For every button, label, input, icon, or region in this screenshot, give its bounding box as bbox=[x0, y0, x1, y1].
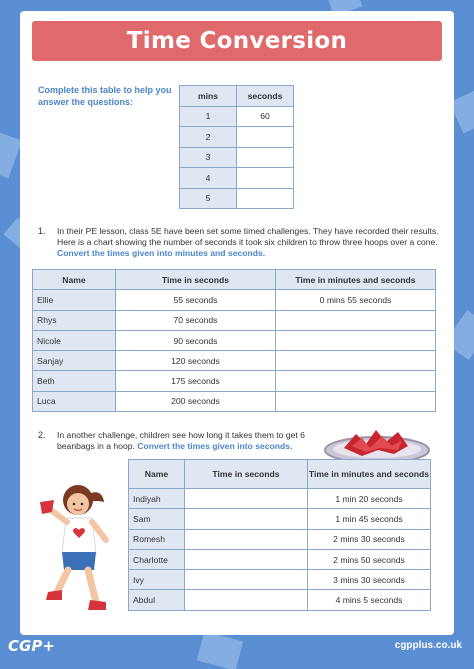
name-cell: Beth bbox=[33, 371, 116, 391]
background-shape bbox=[197, 631, 243, 669]
mins-cell: 3 bbox=[180, 147, 237, 168]
question-2-body: In another challenge, children see how long it takes them to get 6 beanbags in a hoop. bbox=[57, 430, 305, 451]
table-row bbox=[129, 549, 431, 569]
table-row bbox=[129, 570, 431, 590]
name-cell: Rhys bbox=[33, 310, 116, 330]
mins-cell: 1 bbox=[180, 106, 237, 127]
name-cell: Nicole bbox=[33, 330, 116, 350]
minutes-seconds-cell: 3 mins 30 seconds bbox=[308, 570, 431, 590]
cgp-logo: CGP+ bbox=[8, 637, 55, 655]
table-row bbox=[180, 147, 294, 168]
name-cell: Ellie bbox=[33, 290, 116, 310]
minutes-seconds-cell: 2 mins 30 seconds bbox=[308, 529, 431, 549]
answer-cell[interactable] bbox=[276, 371, 436, 391]
seconds-cell: 200 seconds bbox=[116, 391, 276, 411]
table-row bbox=[180, 168, 294, 189]
table-row bbox=[180, 106, 294, 127]
answer-cell[interactable] bbox=[185, 489, 308, 509]
table-row bbox=[129, 590, 431, 610]
intro-instruction: Complete this table to help you answer the questions: bbox=[38, 85, 172, 107]
header-time-seconds: Time in seconds bbox=[116, 270, 276, 290]
table-row bbox=[180, 188, 294, 209]
name-cell: Abdul bbox=[129, 590, 185, 610]
question-2-text bbox=[57, 430, 315, 452]
header-time-seconds: Time in seconds bbox=[185, 460, 308, 489]
seconds-cell: 55 seconds bbox=[116, 290, 276, 310]
answer-cell[interactable] bbox=[185, 549, 308, 569]
seconds-cell[interactable] bbox=[237, 127, 294, 148]
name-cell: Sanjay bbox=[33, 351, 116, 371]
header-time-minutes-seconds: Time in minutes and seconds bbox=[276, 270, 436, 290]
table-row bbox=[33, 391, 436, 411]
name-cell: Sam bbox=[129, 509, 185, 529]
seconds-cell: 70 seconds bbox=[116, 310, 276, 330]
header-name: Name bbox=[33, 270, 116, 290]
girl-throwing-illustration bbox=[34, 478, 122, 618]
question-1-number: 1. bbox=[38, 226, 46, 236]
header-mins: mins bbox=[180, 86, 237, 107]
seconds-cell[interactable]: 60 bbox=[237, 106, 294, 127]
header-time-minutes-seconds: Time in minutes and seconds bbox=[308, 460, 431, 489]
minutes-seconds-cell: 1 min 45 seconds bbox=[308, 509, 431, 529]
mins-cell: 2 bbox=[180, 127, 237, 148]
table-row bbox=[129, 509, 431, 529]
background-shape bbox=[0, 132, 22, 178]
question-2-number: 2. bbox=[38, 430, 46, 440]
question-1-instruction: Convert the times given into minutes and seconds. bbox=[57, 248, 266, 258]
seconds-cell[interactable] bbox=[237, 188, 294, 209]
name-cell: Charlotte bbox=[129, 549, 185, 569]
question-2-instruction: Convert the times given into seconds. bbox=[137, 441, 293, 451]
name-cell: Ivy bbox=[129, 570, 185, 590]
table-row bbox=[33, 371, 436, 391]
title-banner bbox=[32, 21, 442, 61]
answer-cell[interactable] bbox=[185, 570, 308, 590]
seconds-cell: 120 seconds bbox=[116, 351, 276, 371]
mins-cell: 4 bbox=[180, 168, 237, 189]
table-row bbox=[33, 330, 436, 350]
question-1-body: In their PE lesson, class 5E have been set some timed challenges. They have recorded their results. Here is a chart showing the number of seconds it took six children to throw three hoops over a cone. bbox=[57, 226, 439, 247]
minutes-seconds-cell: 4 mins 5 seconds bbox=[308, 590, 431, 610]
worksheet-sheet bbox=[20, 11, 454, 635]
table-row bbox=[33, 351, 436, 371]
answer-cell[interactable] bbox=[185, 590, 308, 610]
minutes-seconds-cell: 1 min 20 seconds bbox=[308, 489, 431, 509]
header-name: Name bbox=[129, 460, 185, 489]
seconds-cell[interactable] bbox=[237, 147, 294, 168]
seconds-cell[interactable] bbox=[237, 168, 294, 189]
answer-cell[interactable] bbox=[276, 351, 436, 371]
name-cell: Indiyah bbox=[129, 489, 185, 509]
name-cell: Luca bbox=[33, 391, 116, 411]
seconds-cell: 175 seconds bbox=[116, 371, 276, 391]
table-row bbox=[33, 310, 436, 330]
table-row bbox=[180, 127, 294, 148]
mins-cell: 5 bbox=[180, 188, 237, 209]
answer-cell[interactable] bbox=[276, 330, 436, 350]
question-2-table bbox=[128, 459, 431, 611]
table-row bbox=[129, 529, 431, 549]
minutes-seconds-cell: 2 mins 50 seconds bbox=[308, 549, 431, 569]
table-row bbox=[129, 489, 431, 509]
question-1-text bbox=[57, 226, 445, 259]
seconds-cell: 90 seconds bbox=[116, 330, 276, 350]
reference-table bbox=[179, 85, 294, 209]
page-title: Time Conversion bbox=[126, 28, 348, 54]
answer-cell[interactable]: 0 mins 55 seconds bbox=[276, 290, 436, 310]
question-1-table bbox=[32, 269, 436, 412]
name-cell: Romesh bbox=[129, 529, 185, 549]
answer-cell[interactable] bbox=[185, 509, 308, 529]
answer-cell[interactable] bbox=[276, 391, 436, 411]
website-link[interactable]: cgpplus.co.uk bbox=[394, 640, 462, 651]
header-seconds: seconds bbox=[237, 86, 294, 107]
table-row bbox=[33, 290, 436, 310]
answer-cell[interactable] bbox=[185, 529, 308, 549]
answer-cell[interactable] bbox=[276, 310, 436, 330]
